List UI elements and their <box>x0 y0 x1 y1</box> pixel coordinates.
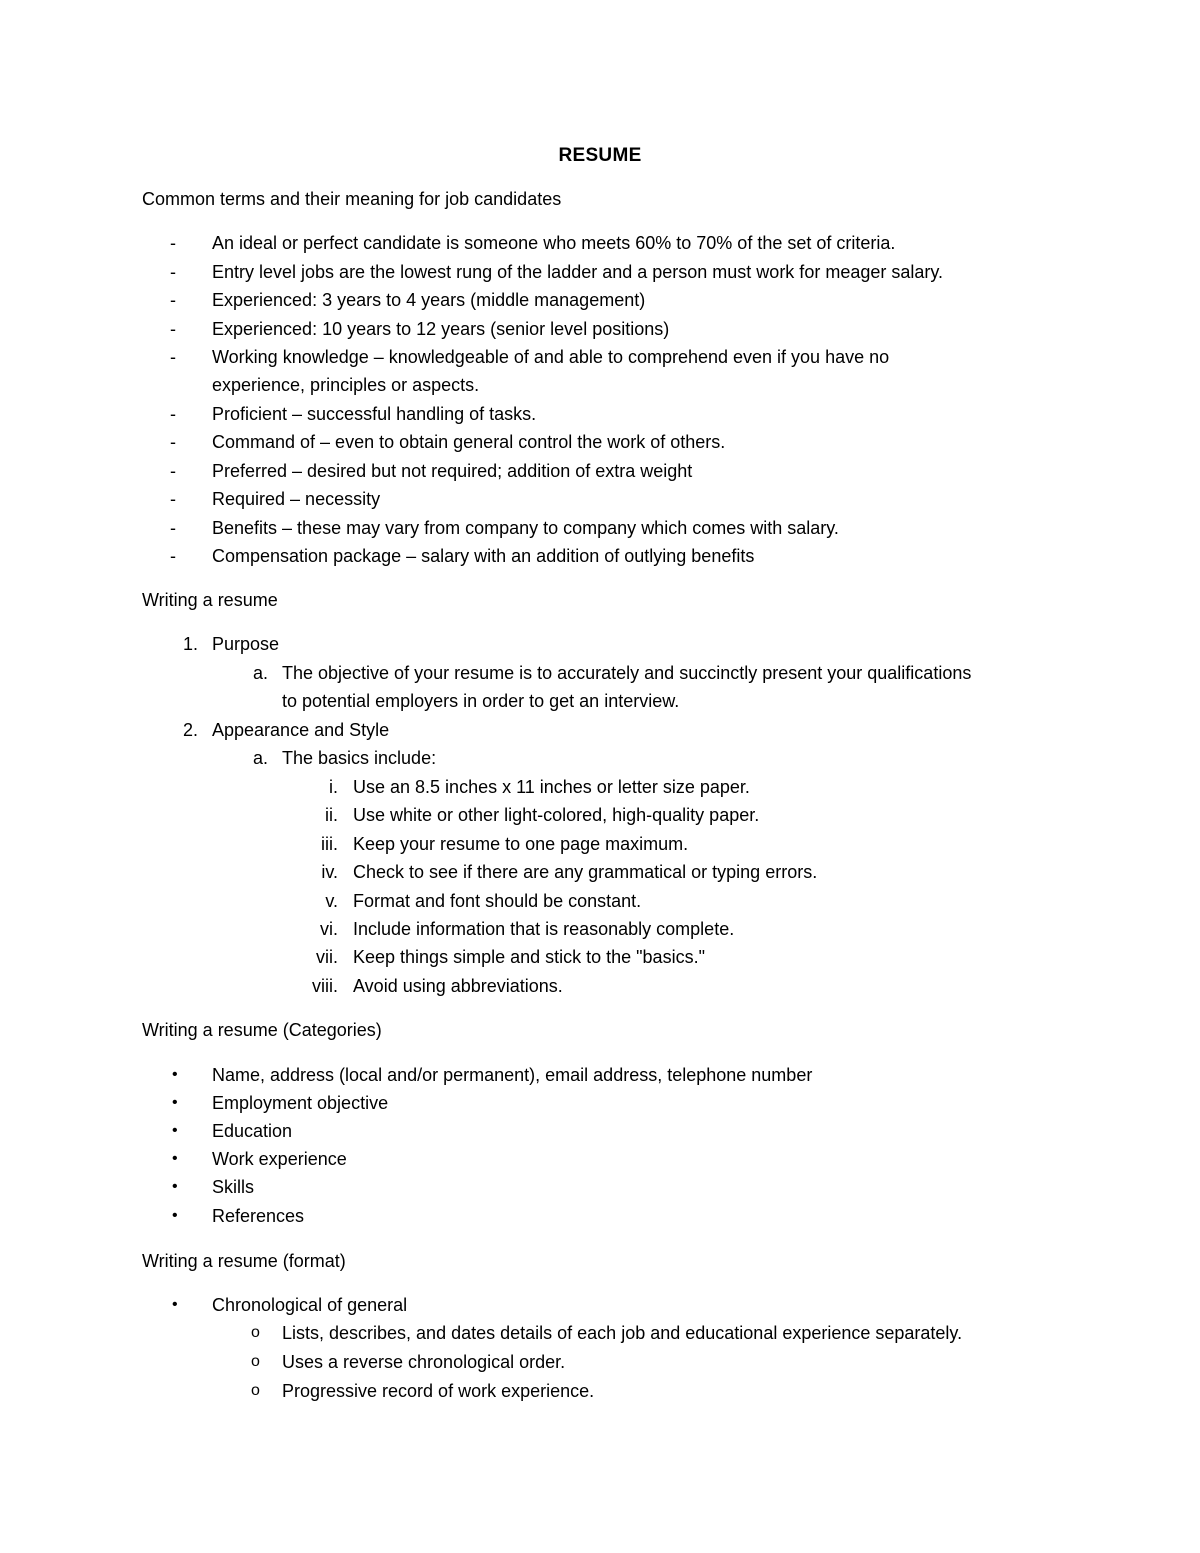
format-subitem: Uses a reverse chronological order. <box>282 1352 566 1372</box>
purpose-text: The objective of your resume is to accurately and succinctly present your qualifications <box>282 663 972 683</box>
terms-item: Experienced: 3 years to 4 years (middle management) <box>212 290 646 310</box>
categories-heading: Writing a resume (Categories) <box>142 1020 382 1040</box>
category-item: Name, address (local and/or permanent), email address, telephone number <box>212 1065 813 1085</box>
basics-item: Use an 8.5 inches x 11 inches or letter size paper. <box>353 777 750 797</box>
dash-marker: - <box>170 319 176 339</box>
terms-item: Command of – even to obtain general control the work of others. <box>212 432 726 452</box>
basics-item: Include information that is reasonably complete. <box>353 919 735 939</box>
roman-marker: vi. <box>320 919 338 939</box>
terms-item: Required – necessity <box>212 489 381 509</box>
dash-marker: - <box>170 461 176 481</box>
terms-item: Compensation package – salary with an addition of outlying benefits <box>212 546 755 566</box>
list-letter: a. <box>252 748 268 768</box>
writing-heading: Writing a resume <box>142 590 278 610</box>
format-item: Chronological of general <box>212 1295 408 1315</box>
category-item: Education <box>212 1121 293 1141</box>
dash-marker: - <box>170 262 176 282</box>
category-item: Employment objective <box>212 1093 389 1113</box>
dash-marker: - <box>170 233 176 253</box>
circle-marker: o <box>251 1353 260 1370</box>
dash-marker: - <box>170 290 176 310</box>
bullet-marker: • <box>172 1150 178 1167</box>
category-item: Work experience <box>212 1149 347 1169</box>
terms-item: An ideal or perfect candidate is someone who meets 60% to 70% of the set of criteria. <box>212 233 896 253</box>
roman-marker: v. <box>325 891 338 911</box>
bullet-marker: • <box>172 1178 178 1195</box>
terms-item: Proficient – successful handling of tasks. <box>212 404 537 424</box>
purpose-text-continuation: to potential employers in order to get an interview. <box>282 691 680 711</box>
dash-marker: - <box>170 404 176 424</box>
terms-item: Experienced: 10 years to 12 years (senior level positions) <box>212 319 670 339</box>
dash-marker: - <box>170 546 176 566</box>
category-item: Skills <box>212 1177 255 1197</box>
roman-marker: iv. <box>321 862 338 882</box>
circle-marker: o <box>251 1324 260 1341</box>
terms-heading: Common terms and their meaning for job candidates <box>142 189 562 209</box>
basics-item: Check to see if there are any grammatical or typing errors. <box>353 862 818 882</box>
list-number: 1. <box>182 634 198 654</box>
basics-item: Keep your resume to one page maximum. <box>353 834 689 854</box>
dash-marker: - <box>170 432 176 452</box>
bullet-marker: • <box>172 1122 178 1139</box>
bullet-marker: • <box>172 1066 178 1083</box>
basics-item: Format and font should be constant. <box>353 891 642 911</box>
basics-item: Avoid using abbreviations. <box>353 976 563 996</box>
terms-item: Entry level jobs are the lowest rung of the ladder and a person must work for meager salary. <box>212 262 944 282</box>
roman-marker: viii. <box>312 976 338 996</box>
roman-marker: ii. <box>325 805 338 825</box>
purpose-label: Purpose <box>212 634 280 654</box>
terms-item: Preferred – desired but not required; addition of extra weight <box>212 461 693 481</box>
terms-item-continuation: experience, principles or aspects. <box>212 375 480 395</box>
roman-marker: vii. <box>316 947 338 967</box>
format-subitem: Lists, describes, and dates details of each job and educational experience separately. <box>282 1323 963 1343</box>
bullet-marker: • <box>172 1207 178 1224</box>
roman-marker: i. <box>329 777 338 797</box>
list-number: 2. <box>182 720 198 740</box>
basics-item: Use white or other light-colored, high-quality paper. <box>353 805 760 825</box>
appearance-label: Appearance and Style <box>212 720 390 740</box>
list-letter: a. <box>252 663 268 683</box>
document-title: RESUME <box>558 145 642 166</box>
basics-item: Keep things simple and stick to the "basics." <box>353 947 705 967</box>
format-subitem: Progressive record of work experience. <box>282 1381 595 1401</box>
appearance-subheading: The basics include: <box>282 748 437 768</box>
terms-item: Working knowledge – knowledgeable of and able to comprehend even if you have no <box>212 347 890 367</box>
format-heading: Writing a resume (format) <box>142 1251 346 1271</box>
bullet-marker: • <box>172 1296 178 1313</box>
terms-item: Benefits – these may vary from company to company which comes with salary. <box>212 518 839 538</box>
bullet-marker: • <box>172 1094 178 1111</box>
dash-marker: - <box>170 518 176 538</box>
roman-marker: iii. <box>321 834 338 854</box>
category-item: References <box>212 1206 305 1226</box>
dash-marker: - <box>170 489 176 509</box>
dash-marker: - <box>170 347 176 367</box>
circle-marker: o <box>251 1382 260 1399</box>
